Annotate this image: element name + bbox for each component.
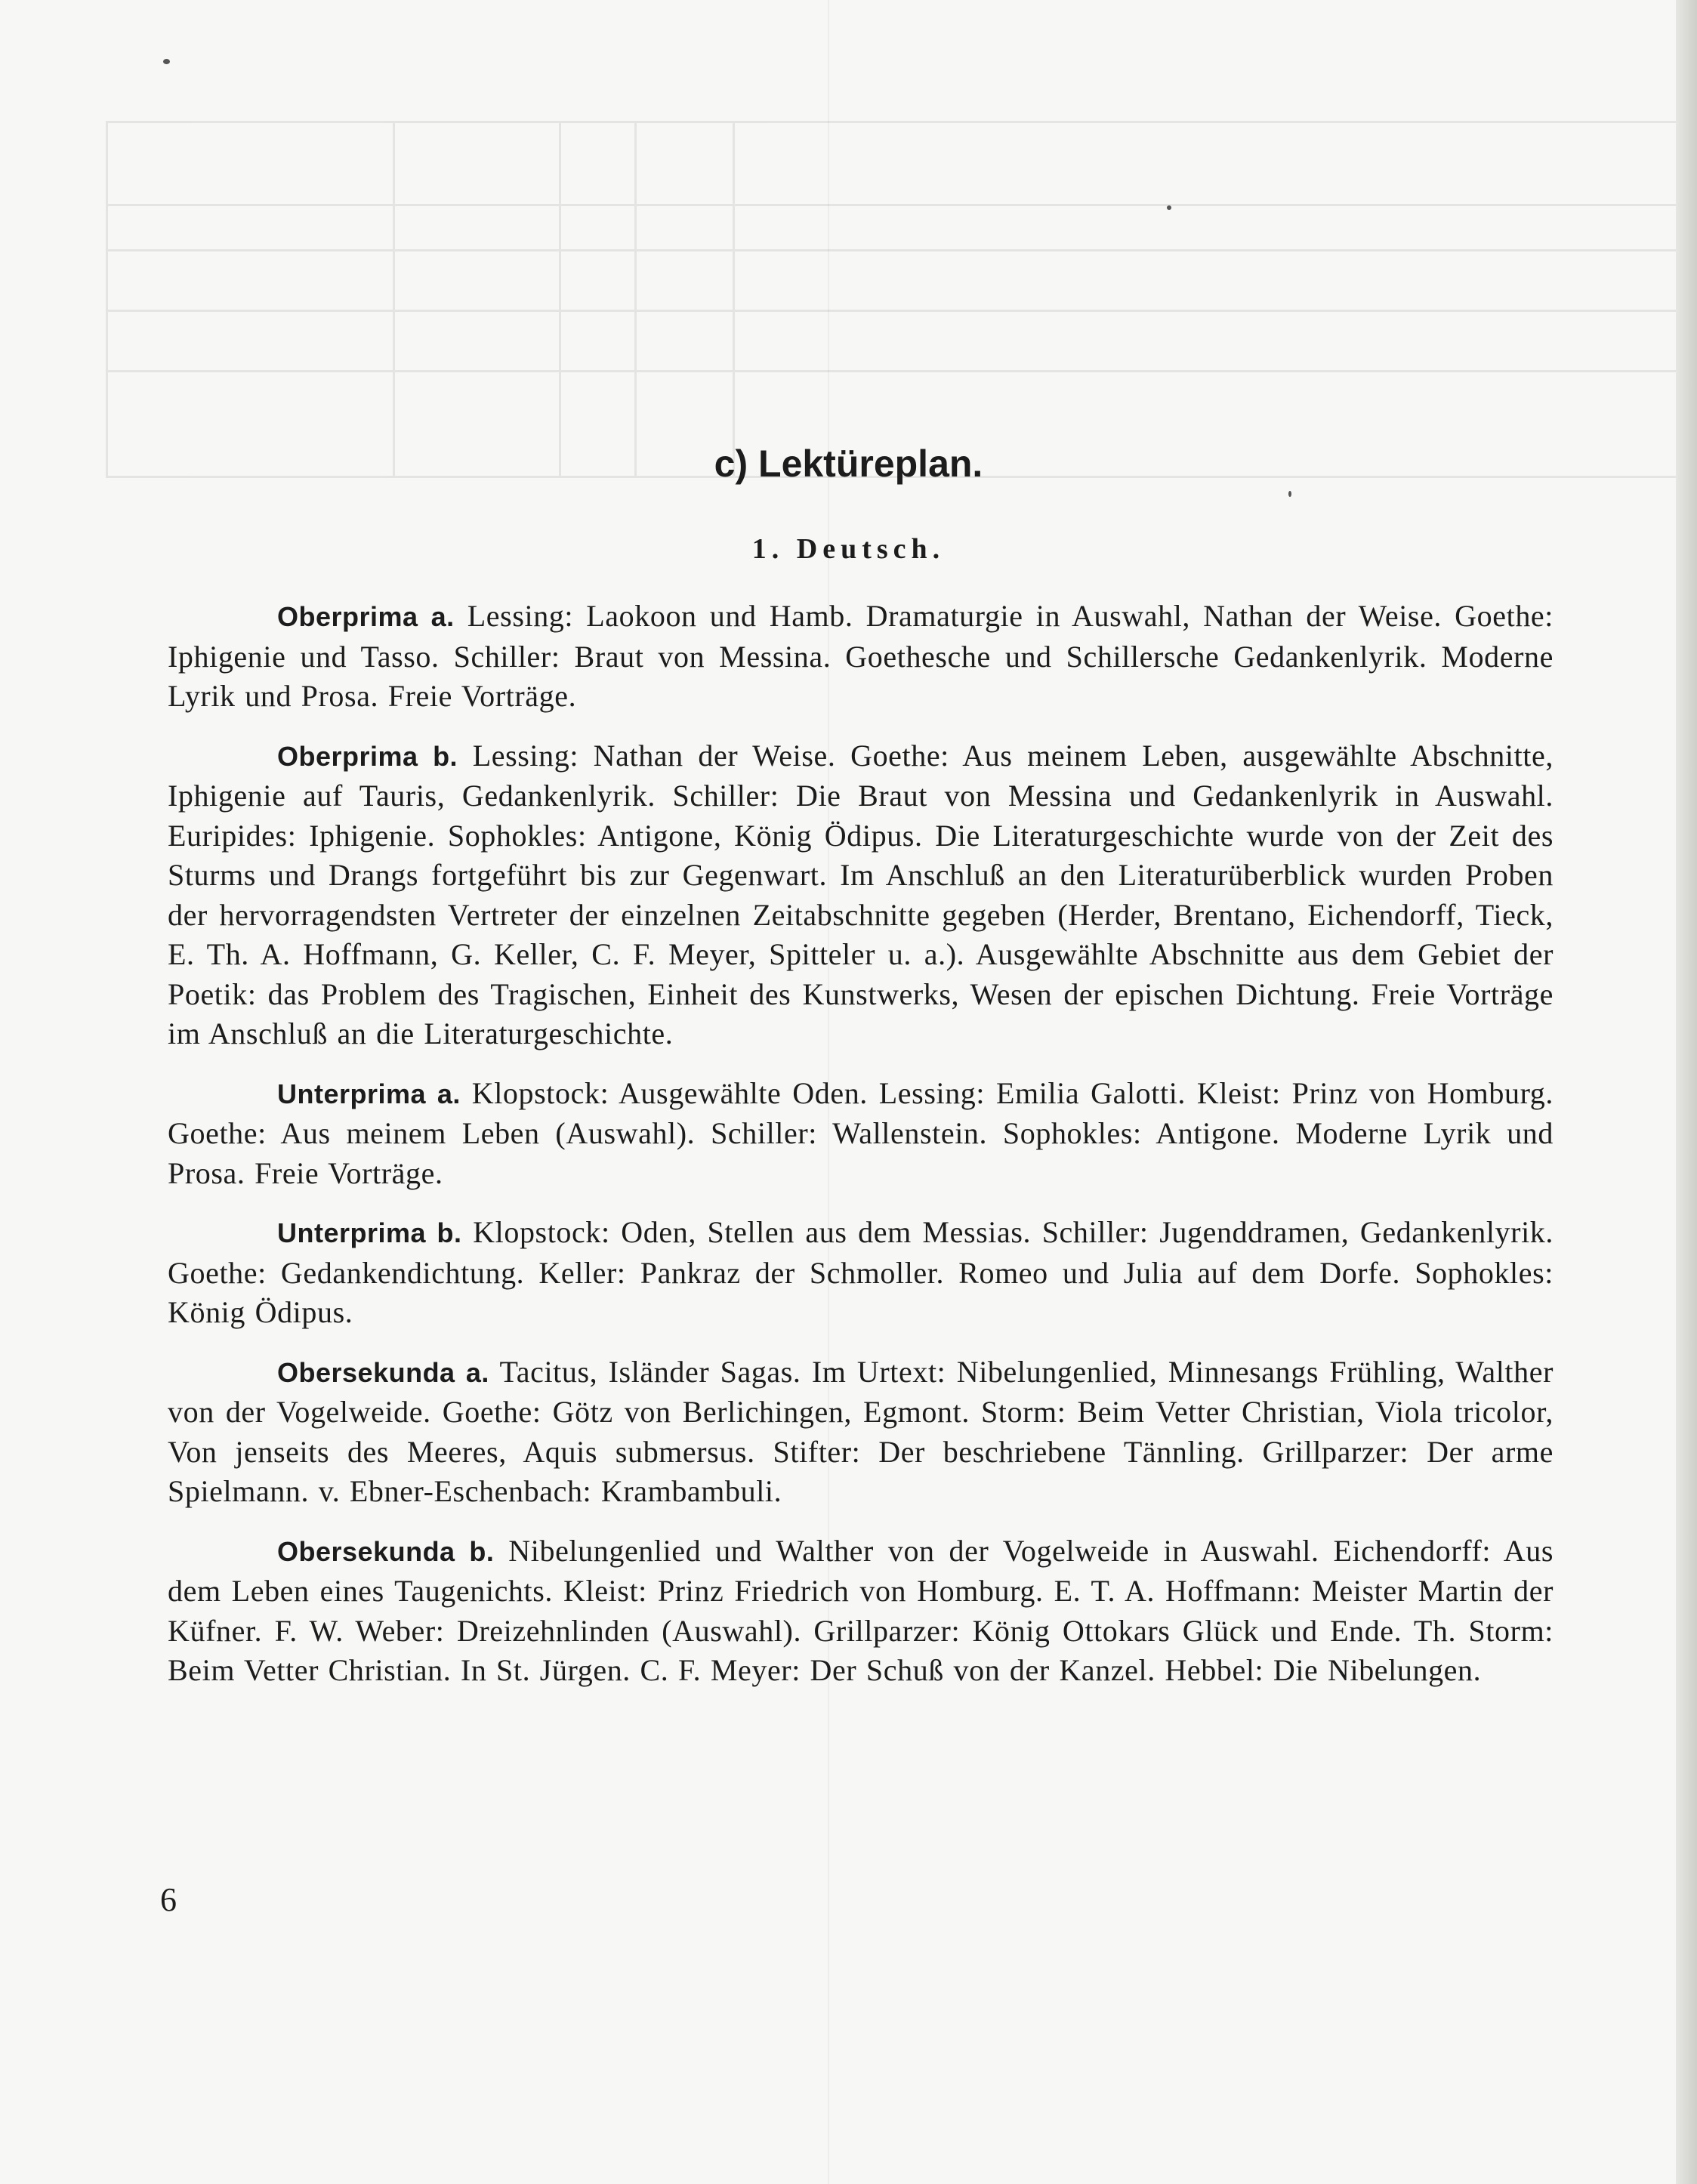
paragraph-obersekunda-b: [168, 1532, 1554, 1691]
paragraph-text: Klopstock: Oden, Stellen aus dem Messias. Schiller: Jugenddramen, Gedankenlyrik. Goethe: Gedankendichtung. Keller: Pankraz der Schmoller. Romeo und Julia auf dem Dorfe. Sophokles: König Ödipus.: [168, 1215, 1554, 1329]
paragraph-oberprima-a: [168, 597, 1554, 717]
paragraph-text: Tacitus, Isländer Sagas. Im Urtext: Nibelungenlied, Minnesangs Frühling, Walther von der Vogelweide. Goethe: Götz von Berlichingen, Egmont. Storm: Beim Vetter Christian, Viola tricolor, Von jenseits des Meeres, Aquis submersus. Stifter: Der beschriebene Tännling. Grillparzer: Der arme Spielmann. v. Ebner-Eschenbach: Krambambuli.: [168, 1354, 1554, 1508]
paragraph-unterprima-a: [168, 1074, 1554, 1194]
class-label: Obersekunda a.: [277, 1356, 489, 1388]
paragraph-text: Lessing: Nathan der Weise. Goethe: Aus meinem Leben, ausgewählte Abschnitte, Iphigenie auf Tauris, Gedankenlyrik. Schiller: Die Braut von Messina und Gedankenlyrik in Auswahl. Euripides: Iphigenie. Sophokles: Antigone, König Ödipus. Die Literaturgeschichte wurde von der Zeit des Sturms und Drangs fortgeführt bis zur Gegenwart. Im Anschluß an den Literaturüberblick wurden Proben der hervorragendsten Vertreter der einzelnen Zeitabschnitte gegeben (Herder, Brentano, Eichendorff, Tieck, E. Th. A. Hoffmann, G. Keller, C. F. Meyer, Spitteler u. a.). Ausgewählte Abschnitte aus dem Gebiet der Poetik: das Problem des Tragischen, Einheit des Kunstwerks, Wesen der epischen Dichtung. Freie Vorträge im Anschluß an die Literaturgeschichte.: [168, 738, 1554, 1050]
paragraph-text: Nibelungenlied und Walther von der Vogelweide in Auswahl. Eichendorff: Aus dem Leben eines Taugenichts. Kleist: Prinz Friedrich von Homburg. E. T. A. Hoffmann: Meister Martin der Küfner. F. W. Weber: Dreizehnlinden (Auswahl). Grillparzer: König Ottokars Glück und Ende. Th. Storm: Beim Vetter Christian. In St. Jürgen. C. F. Meyer: Der Schuß von der Kanzel. Hebbel: Die Nibelungen.: [168, 1533, 1554, 1687]
text-body: [168, 597, 1554, 1710]
class-label: Obersekunda b.: [277, 1535, 495, 1567]
page-edge: [1676, 0, 1697, 2184]
paragraph-unterprima-b: [168, 1213, 1554, 1333]
class-label: Unterprima a.: [277, 1078, 461, 1109]
scan-speck: [1288, 491, 1291, 497]
page-title: c) Lektüreplan.: [714, 443, 983, 485]
paragraph-oberprima-b: [168, 736, 1554, 1054]
paragraph-text: Klopstock: Ausgewählte Oden. Lessing: Emilia Galotti. Kleist: Prinz von Homburg. Goethe: Aus meinem Leben (Auswahl). Schiller: Wallenstein. Sophokles: Antigone. Moderne Lyrik und Prosa. Freie Vorträge.: [168, 1075, 1554, 1190]
class-label: Oberprima b.: [277, 740, 458, 772]
scan-speck: [163, 59, 170, 64]
class-label: Unterprima b.: [277, 1217, 462, 1248]
show-through-table: [106, 121, 1677, 476]
paragraph-text: Lessing: Laokoon und Hamb. Dramaturgie in Auswahl, Nathan der Weise. Goethe: Iphigenie und Tasso. Schiller: Braut von Messina. Goethesche und Schillersche Gedankenlyrik. Moderne Lyrik und Prosa. Freie Vorträge.: [168, 599, 1554, 713]
scan-speck: [1167, 205, 1171, 210]
section-heading: 1. Deutsch.: [751, 533, 946, 565]
page-number: 6: [160, 1881, 177, 1918]
paragraph-obersekunda-a: [168, 1353, 1554, 1512]
class-label: Oberprima a.: [277, 601, 455, 632]
